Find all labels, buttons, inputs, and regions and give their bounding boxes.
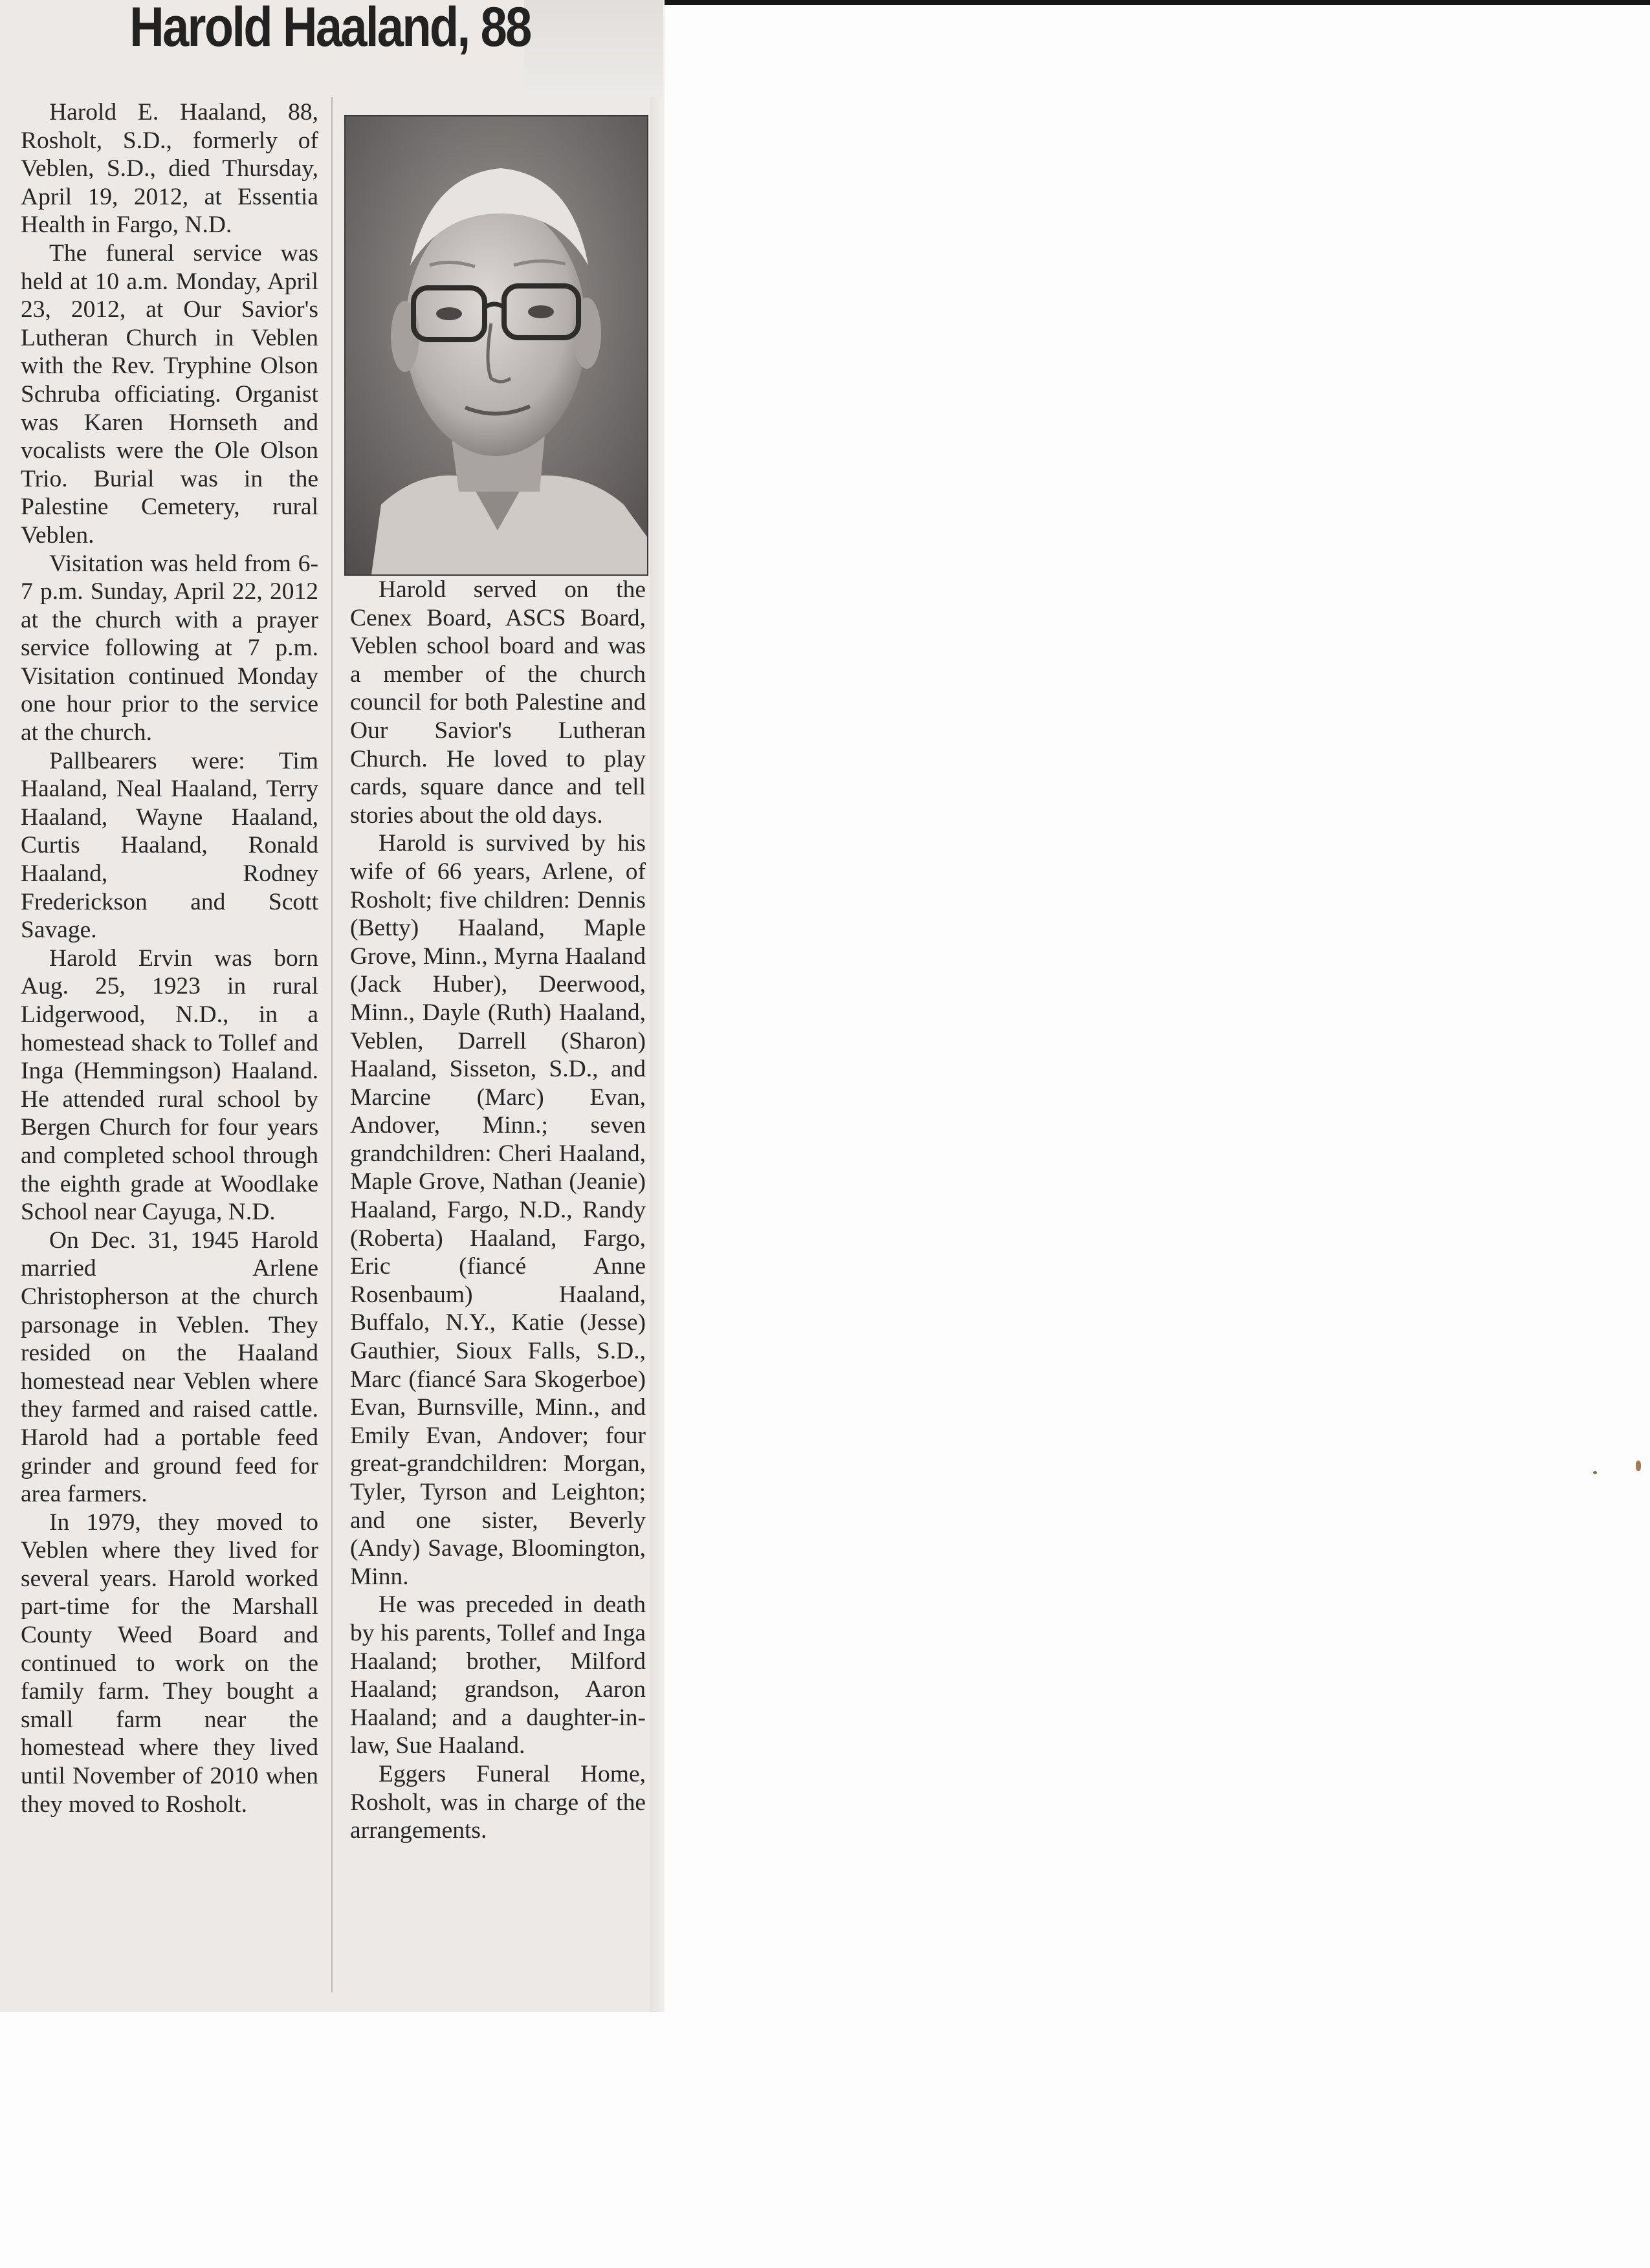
portrait-photo xyxy=(344,115,648,576)
portrait-illustration xyxy=(346,116,647,574)
left-column xyxy=(21,98,318,1818)
column-divider xyxy=(331,97,333,1992)
paragraph: Harold E. Haaland, 88, Rosholt, S.D., formerly of Veblen, S.D., died Thursday, April 19, 2012, at Essentia Health in Fargo, N.D. xyxy=(21,99,318,239)
paragraph: In 1979, they moved to Veblen where they lived for several years. Harold worked part-time for the Marshall County Weed Board and continued to work on the family farm. They bought a small farm near the homestead where they lived until November of 2010 when they moved to Rosholt. xyxy=(21,1509,318,1818)
paragraph: He was preceded in death by his parents, Tollef and Inga Haaland; brother, Milford Haaland; grandson, Aaron Haaland; and a daughter-in-law, Sue Haaland. xyxy=(350,1591,646,1760)
scan-speck xyxy=(1593,1471,1597,1474)
paragraph: Harold is survived by his wife of 66 years, Arlene, of Rosholt; five children: Dennis (Betty) Haaland, Maple Grove, Minn., Myrna Haaland (Jack Huber), Deerwood, Minn., Dayle (Ruth) Haaland, Veblen, Darrell (Sharon) Haaland, Sisseton, S.D., and Marcine (Marc) Evan, Andover, Minn.; seven grandchildren: Cheri Haaland, Maple Grove, Nathan (Jeanie) Haaland, Fargo, N.D., Randy (Roberta) Haaland, Fargo, Eric (fiancé Anne Rosenbaum) Haaland, Buffalo, N.Y., Katie (Jesse) Gauthier, Sioux Falls, S.D., Marc (fiancé Sara Skogerboe) Evan, Burnsville, Minn., and Emily Evan, Andover; four great-grandchildren: Morgan, Tyler, Tyrson and Leighton; and one sister, Beverly (Andy) Savage, Bloomington, Minn. xyxy=(350,830,646,1590)
paragraph: Harold Ervin was born Aug. 25, 1923 in rural Lidgerwood, N.D., in a homestead shack to Tollef and Inga (Hemmingson) Haaland. He attended rural school by Bergen Church for four years and completed school through the eighth grade at Woodlake School near Cayuga, N.D. xyxy=(21,944,318,1226)
clipping-edge xyxy=(650,0,665,2012)
paragraph: Visitation was held from 6-7 p.m. Sunday, April 22, 2012 at the church with a prayer service following at 7 p.m. Visitation continued Monday one hour prior to the service at the church. xyxy=(21,550,318,747)
paragraph: Pallbearers were: Tim Haaland, Neal Haaland, Terry Haaland, Wayne Haaland, Curtis Haaland, Ronald Haaland, Rodney Frederickson and Scott Savage. xyxy=(21,747,318,944)
paragraph: The funeral service was held at 10 a.m. Monday, April 23, 2012, at Our Savior's Lutheran Church in Veblen with the Rev. Tryphine Olson Schruba officiating. Organist was Karen Hornseth and vocalists were the Ole Olson Trio. Burial was in the Palestine Cemetery, rural Veblen. xyxy=(21,239,318,549)
scan-speck xyxy=(1636,1461,1641,1471)
paragraph: Harold served on the Cenex Board, ASCS Board, Veblen school board and was a member of the church council for both Palestine and Our Savior's Lutheran Church. He loved to play cards, square dance and tell stories about the old days. xyxy=(350,576,646,829)
right-column xyxy=(350,576,646,1845)
paragraph: Eggers Funeral Home, Rosholt, was in charge of the arrangements. xyxy=(350,1760,646,1844)
scan-edge xyxy=(660,0,1650,5)
paragraph: On Dec. 31, 1945 Harold married Arlene Christopherson at the church parsonage in Veblen. They resided on the Haaland homestead near Veblen where they farmed and raised cattle. Harold had a portable feed grinder and ground feed for area farmers. xyxy=(21,1227,318,1508)
obituary-headline: Harold Haaland, 88 xyxy=(129,0,531,58)
